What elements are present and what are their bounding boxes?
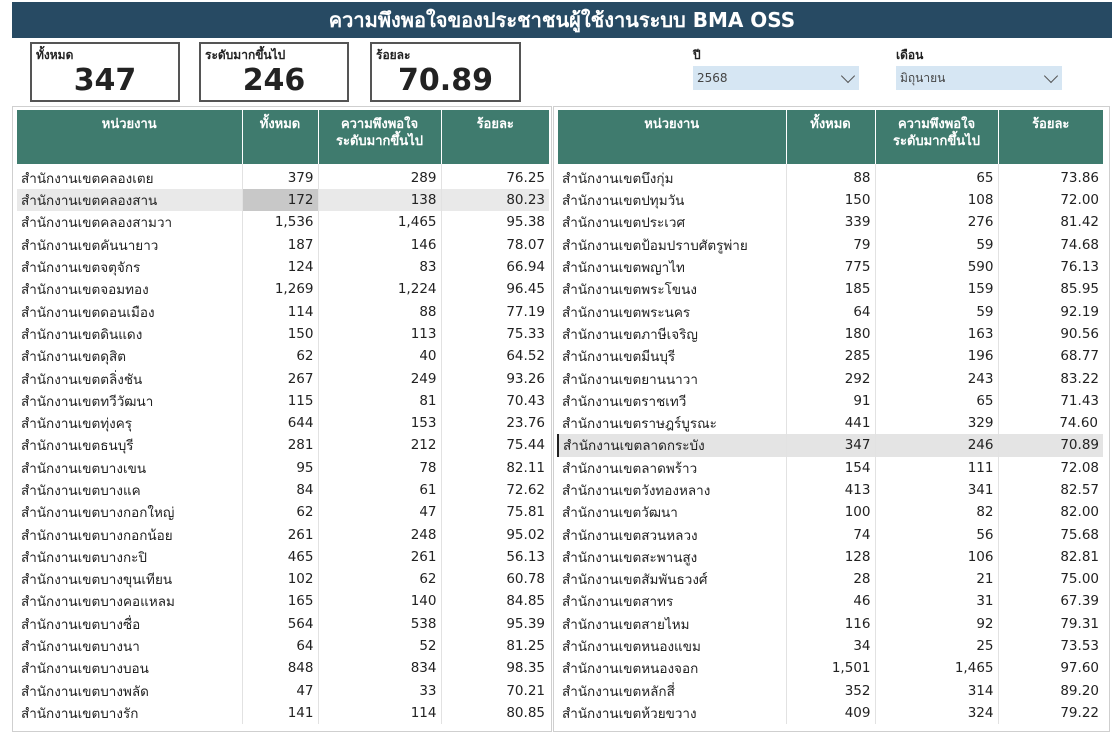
percent-cell[interactable]: 92.19 (1060, 303, 1099, 320)
percent-cell[interactable]: 82.57 (1060, 482, 1099, 498)
table-row[interactable] (558, 234, 1103, 256)
district-name-cell[interactable]: สำนักงานเขตบางกอกใหญ่ (17, 501, 242, 523)
percent-cell[interactable]: 64.52 (506, 348, 545, 365)
total-cell[interactable]: 775 (786, 256, 875, 278)
percent-cell[interactable]: 70.21 (506, 682, 545, 699)
district-name-cell[interactable]: สำนักงานเขตหลักสี่ (558, 680, 786, 702)
satisfied-cell[interactable]: 1,465 (318, 211, 441, 233)
percent-cell[interactable]: 67.39 (1060, 593, 1099, 610)
total-cell[interactable]: 413 (786, 479, 875, 501)
district-name-cell[interactable]: สำนักงานเขตบางรัก (17, 702, 242, 724)
percent-cell[interactable]: 73.86 (1060, 170, 1099, 186)
month-filter (896, 46, 1062, 90)
percent-cell[interactable]: 80.85 (506, 704, 545, 721)
month-dropdown-value: มิถุนายน (900, 70, 946, 85)
district-table-right (553, 106, 1110, 732)
percent-cell[interactable]: 71.43 (1060, 392, 1099, 409)
year-dropdown[interactable] (693, 66, 859, 90)
table-row[interactable] (17, 412, 549, 434)
chevron-down-icon[interactable] (1044, 68, 1058, 82)
total-cell[interactable]: 128 (786, 546, 875, 568)
month-dropdown[interactable] (896, 66, 1062, 90)
satisfied-cell[interactable]: 52 (318, 635, 441, 657)
satisfied-cell[interactable]: 212 (318, 434, 441, 456)
table-row[interactable] (17, 523, 549, 545)
table-row[interactable] (17, 278, 549, 300)
table-row[interactable] (558, 189, 1103, 211)
table-row[interactable] (558, 278, 1103, 300)
table-row[interactable] (558, 345, 1103, 367)
table-row[interactable] (558, 323, 1103, 345)
total-cell[interactable]: 141 (242, 702, 318, 724)
table-row[interactable] (558, 546, 1103, 568)
table-row[interactable] (17, 434, 549, 456)
table-row[interactable] (558, 457, 1103, 479)
satisfied-cell[interactable]: 65 (875, 164, 998, 189)
table-row[interactable] (17, 590, 549, 612)
percent-cell[interactable]: 79.22 (1060, 704, 1099, 721)
percent-cell[interactable]: 79.31 (1060, 615, 1099, 632)
satisfied-cell[interactable]: 153 (318, 412, 441, 434)
percent-cell[interactable]: 95.39 (506, 615, 545, 632)
district-table-left (12, 106, 552, 732)
table-row[interactable] (558, 702, 1103, 724)
table-row[interactable] (17, 702, 549, 724)
table-row[interactable] (558, 412, 1103, 434)
percent-cell[interactable]: 84.85 (506, 593, 545, 610)
total-cell[interactable]: 91 (786, 390, 875, 412)
satisfied-cell[interactable]: 21 (875, 568, 998, 590)
satisfied-cell[interactable]: 113 (318, 323, 441, 345)
kpi-value: 70.89 (398, 63, 493, 98)
district-name-cell[interactable]: สำนักงานเขตบึงกุ่ม (558, 164, 786, 189)
district-name-cell[interactable]: สำนักงานเขตบางกะปิ (17, 546, 242, 568)
column-header-unit[interactable]: หน่วยงาน (558, 110, 786, 164)
percent-cell[interactable]: 90.56 (1060, 325, 1099, 342)
total-cell[interactable]: 115 (242, 390, 318, 412)
total-cell[interactable]: 441 (786, 412, 875, 434)
percent-cell[interactable]: 75.81 (506, 504, 545, 521)
column-header-unit[interactable]: หน่วยงาน (17, 110, 242, 164)
table-row[interactable] (17, 568, 549, 590)
table-row[interactable] (17, 300, 549, 322)
district-name-cell[interactable]: สำนักงานเขตภาษีเจริญ (558, 323, 786, 345)
kpi-card-high-satisfaction (199, 42, 349, 102)
satisfied-cell[interactable]: 1,465 (875, 657, 998, 679)
total-cell[interactable]: 74 (786, 523, 875, 545)
percent-cell[interactable]: 70.43 (506, 392, 545, 409)
percent-cell[interactable]: 76.25 (506, 170, 545, 186)
district-name-cell[interactable]: สำนักงานเขตสาทร (558, 590, 786, 612)
total-cell[interactable]: 150 (786, 189, 875, 211)
table-row[interactable] (17, 189, 549, 211)
district-name-cell[interactable]: สำนักงานเขตจอมทอง (17, 278, 242, 300)
satisfied-cell[interactable]: 62 (318, 568, 441, 590)
percent-cell[interactable]: 72.08 (1060, 459, 1099, 476)
kpi-label: ทั้งหมด (36, 48, 74, 62)
total-cell[interactable]: 116 (786, 613, 875, 635)
total-cell[interactable]: 1,536 (242, 211, 318, 233)
district-name-cell[interactable]: สำนักงานเขตบางบอน (17, 657, 242, 679)
total-cell[interactable]: 172 (242, 189, 318, 211)
table-row[interactable] (17, 501, 549, 523)
column-header-satisfied[interactable]: ความพึงพอใจ ระดับมากขึ้นไป (318, 110, 441, 164)
district-name-cell[interactable]: สำนักงานเขตพญาไท (558, 256, 786, 278)
district-name-cell[interactable]: สำนักงานเขตดอนเมือง (17, 300, 242, 322)
table-row[interactable] (558, 434, 1103, 456)
column-header-total[interactable]: ทั้งหมด (786, 110, 875, 164)
satisfied-cell[interactable]: 329 (875, 412, 998, 434)
table-row[interactable] (17, 164, 549, 189)
district-name-cell[interactable]: สำนักงานเขตทุ่งครุ (17, 412, 242, 434)
satisfied-cell[interactable]: 276 (875, 211, 998, 233)
total-cell[interactable]: 281 (242, 434, 318, 456)
district-name-cell[interactable]: สำนักงานเขตบางขุนเทียน (17, 568, 242, 590)
percent-cell[interactable]: 72.00 (1060, 192, 1099, 209)
total-cell[interactable]: 261 (242, 523, 318, 545)
percent-cell[interactable]: 72.62 (506, 482, 545, 498)
satisfied-cell[interactable]: 81 (318, 390, 441, 412)
satisfied-cell[interactable]: 83 (318, 256, 441, 278)
percent-cell[interactable]: 93.26 (506, 370, 545, 387)
satisfied-cell[interactable]: 88 (318, 300, 441, 322)
kpi-value: 246 (242, 63, 306, 98)
district-name-cell[interactable]: สำนักงานเขตบางแค (17, 479, 242, 501)
total-cell[interactable]: 339 (786, 211, 875, 233)
table-row[interactable] (558, 300, 1103, 322)
satisfied-cell[interactable]: 61 (318, 479, 441, 501)
district-name-cell[interactable]: สำนักงานเขตหนองแขม (558, 635, 786, 657)
district-name-cell[interactable]: สำนักงานเขตบางคอแหลม (17, 590, 242, 612)
table-row[interactable] (17, 367, 549, 389)
table-row[interactable] (558, 256, 1103, 278)
district-name-cell[interactable]: สำนักงานเขตลาดกระบัง (558, 434, 786, 456)
satisfied-cell[interactable]: 138 (318, 189, 441, 211)
table-row[interactable] (17, 613, 549, 635)
total-cell[interactable]: 95 (242, 457, 318, 479)
satisfied-cell[interactable]: 249 (318, 367, 441, 389)
total-cell[interactable]: 848 (242, 657, 318, 679)
total-cell[interactable]: 644 (242, 412, 318, 434)
year-filter-label: ปี (693, 48, 701, 62)
satisfied-cell[interactable]: 31 (875, 590, 998, 612)
district-name-cell[interactable]: สำนักงานเขตสวนหลวง (558, 523, 786, 545)
table-row[interactable] (17, 323, 549, 345)
district-name-cell[interactable]: สำนักงานเขตมีนบุรี (558, 345, 786, 367)
total-cell[interactable]: 465 (242, 546, 318, 568)
satisfied-cell[interactable]: 834 (318, 657, 441, 679)
percent-cell[interactable]: 82.11 (506, 459, 545, 476)
table-row[interactable] (558, 390, 1103, 412)
district-name-cell[interactable]: สำนักงานเขตลาดพร้าว (558, 457, 786, 479)
total-cell[interactable]: 47 (242, 680, 318, 702)
satisfied-cell[interactable]: 40 (318, 345, 441, 367)
district-name-cell[interactable]: สำนักงานเขตวัฒนา (558, 501, 786, 523)
table-header-row (558, 110, 1103, 164)
district-name-cell[interactable]: สำนักงานเขตสัมพันธวงศ์ (558, 568, 786, 590)
total-cell[interactable]: 114 (242, 300, 318, 322)
district-name-cell[interactable]: สำนักงานเขตบางนา (17, 635, 242, 657)
table-row[interactable] (558, 479, 1103, 501)
total-cell[interactable]: 46 (786, 590, 875, 612)
table-row[interactable] (17, 345, 549, 367)
chevron-down-icon[interactable] (841, 68, 855, 82)
district-name-cell[interactable]: สำนักงานเขตดุสิต (17, 345, 242, 367)
percent-cell[interactable]: 74.60 (1059, 415, 1098, 432)
total-cell[interactable]: 292 (786, 367, 875, 389)
total-cell[interactable]: 62 (242, 501, 318, 523)
table-row[interactable] (558, 657, 1103, 679)
district-name-cell[interactable]: สำนักงานเขตพระนคร (558, 300, 786, 322)
district-name-cell[interactable]: สำนักงานเขตบางกอกน้อย (17, 523, 242, 545)
percent-cell[interactable]: 75.68 (1060, 526, 1099, 543)
total-cell[interactable]: 62 (242, 345, 318, 367)
year-filter (693, 46, 859, 90)
district-name-cell[interactable]: สำนักงานเขตวังทองหลาง (558, 479, 786, 501)
satisfied-cell[interactable]: 59 (875, 234, 998, 256)
satisfied-cell[interactable]: 163 (875, 323, 998, 345)
total-cell[interactable]: 124 (242, 256, 318, 278)
percent-cell[interactable]: 82.00 (1060, 504, 1099, 521)
district-name-cell[interactable]: สำนักงานเขตประเวศ (558, 211, 786, 233)
table-row[interactable] (17, 635, 549, 657)
percent-cell[interactable]: 83.22 (1060, 370, 1099, 387)
district-name-cell[interactable]: สำนักงานเขตบางเขน (17, 457, 242, 479)
column-header-percent[interactable]: ร้อยละ (998, 110, 1103, 164)
percent-cell[interactable]: 75.44 (506, 437, 545, 454)
column-header-total[interactable]: ทั้งหมด (242, 110, 318, 164)
percent-cell[interactable]: 97.60 (1060, 660, 1099, 677)
district-name-cell[interactable]: สำนักงานเขตดินแดง (17, 323, 242, 345)
satisfied-cell[interactable]: 341 (875, 479, 998, 501)
total-cell[interactable]: 88 (786, 164, 875, 189)
table-row[interactable] (558, 164, 1103, 189)
total-cell[interactable]: 347 (786, 434, 875, 456)
district-name-cell[interactable]: สำนักงานเขตราษฎร์บูรณะ (558, 412, 786, 434)
kpi-card-total (30, 42, 180, 102)
percent-cell[interactable]: 75.00 (1060, 571, 1099, 588)
percent-cell[interactable]: 75.33 (506, 325, 545, 342)
satisfied-cell[interactable]: 261 (318, 546, 441, 568)
satisfied-cell[interactable]: 92 (875, 613, 998, 635)
percent-cell[interactable]: 80.23 (441, 189, 549, 211)
kpi-label: ร้อยละ (376, 48, 411, 62)
satisfied-cell[interactable]: 146 (318, 234, 441, 256)
district-name-cell[interactable]: สำนักงานเขตพระโขนง (558, 278, 786, 300)
total-cell[interactable]: 185 (786, 278, 875, 300)
total-cell[interactable]: 564 (242, 613, 318, 635)
satisfied-cell[interactable]: 324 (875, 702, 998, 724)
district-name-cell[interactable]: สำนักงานเขตยานนาวา (558, 367, 786, 389)
district-name-cell[interactable]: สำนักงานเขตจตุจักร (17, 256, 242, 278)
satisfied-cell[interactable]: 78 (318, 457, 441, 479)
table-row[interactable] (558, 680, 1103, 702)
percent-cell[interactable]: 73.53 (1060, 638, 1099, 655)
column-header-satisfied[interactable]: ความพึงพอใจ ระดับมากขึ้นไป (875, 110, 998, 164)
district-name-cell[interactable]: สำนักงานเขตตลิ่งชัน (17, 367, 242, 389)
percent-cell[interactable]: 74.68 (1060, 236, 1099, 253)
satisfied-cell[interactable]: 65 (875, 390, 998, 412)
table-row[interactable] (17, 479, 549, 501)
year-dropdown-value: 2568 (697, 71, 728, 85)
total-cell[interactable]: 150 (242, 323, 318, 345)
table-row[interactable] (17, 680, 549, 702)
table-row[interactable] (17, 234, 549, 256)
satisfied-cell[interactable]: 1,224 (318, 278, 441, 300)
district-name-cell[interactable]: สำนักงานเขตทวีวัฒนา (17, 390, 242, 412)
district-name-cell[interactable]: สำนักงานเขตราชเทวี (558, 390, 786, 412)
table-row[interactable] (558, 613, 1103, 635)
district-name-cell[interactable]: สำนักงานเขตบางซื่อ (17, 613, 242, 635)
table-header-row (17, 110, 549, 164)
table-row[interactable] (17, 546, 549, 568)
percent-cell[interactable]: 95.02 (506, 526, 545, 543)
total-cell[interactable]: 352 (786, 680, 875, 702)
total-cell[interactable]: 285 (786, 345, 875, 367)
satisfied-cell[interactable]: 59 (875, 300, 998, 322)
satisfied-cell[interactable]: 248 (318, 523, 441, 545)
percent-cell[interactable]: 81.25 (506, 638, 545, 655)
district-name-cell[interactable]: สำนักงานเขตธนบุรี (17, 434, 242, 456)
district-name-cell[interactable]: สำนักงานเขตคันนายาว (17, 234, 242, 256)
total-cell[interactable]: 180 (786, 323, 875, 345)
percent-cell[interactable]: 60.78 (506, 571, 545, 588)
percent-cell[interactable]: 81.42 (1060, 214, 1099, 231)
table-row[interactable] (558, 367, 1103, 389)
total-cell[interactable]: 34 (786, 635, 875, 657)
table-row[interactable] (17, 211, 549, 233)
total-cell[interactable]: 187 (242, 234, 318, 256)
satisfied-cell[interactable]: 590 (875, 256, 998, 278)
kpi-value: 347 (73, 63, 137, 98)
kpi-card-percent (370, 42, 521, 102)
district-name-cell[interactable]: สำนักงานเขตป้อมปราบศัตรูพ่าย (558, 234, 786, 256)
table-row[interactable] (558, 211, 1103, 233)
month-filter-label: เดือน (896, 48, 924, 62)
table-row[interactable] (17, 256, 549, 278)
table-row[interactable] (17, 457, 549, 479)
total-cell[interactable]: 154 (786, 457, 875, 479)
total-cell[interactable]: 64 (786, 300, 875, 322)
satisfied-cell[interactable]: 106 (875, 546, 998, 568)
percent-cell[interactable]: 85.95 (1060, 281, 1099, 298)
satisfied-cell[interactable]: 159 (875, 278, 998, 300)
percent-cell[interactable]: 56.13 (506, 548, 545, 565)
satisfied-cell[interactable]: 33 (318, 680, 441, 702)
total-cell[interactable]: 409 (786, 702, 875, 724)
percent-cell[interactable]: 68.77 (1060, 348, 1099, 365)
district-name-cell[interactable]: สำนักงานเขตคลองเตย (17, 164, 242, 189)
satisfied-cell[interactable]: 108 (875, 189, 998, 211)
satisfied-cell[interactable]: 56 (875, 523, 998, 545)
satisfied-cell[interactable]: 196 (875, 345, 998, 367)
satisfied-cell[interactable]: 111 (875, 457, 998, 479)
percent-cell[interactable]: 89.20 (1060, 682, 1099, 699)
satisfied-cell[interactable]: 82 (875, 501, 998, 523)
satisfied-cell[interactable]: 114 (318, 702, 441, 724)
table-row[interactable] (558, 635, 1103, 657)
satisfied-cell[interactable]: 289 (318, 164, 441, 189)
district-name-cell[interactable]: สำนักงานเขตคลองสาน (17, 189, 242, 211)
percent-cell[interactable]: 66.94 (506, 259, 545, 276)
table-row[interactable] (558, 590, 1103, 612)
district-name-cell[interactable]: สำนักงานเขตหนองจอก (558, 657, 786, 679)
total-cell[interactable]: 28 (786, 568, 875, 590)
total-cell[interactable]: 102 (242, 568, 318, 590)
satisfied-cell[interactable]: 246 (875, 434, 998, 456)
satisfied-cell[interactable]: 140 (318, 590, 441, 612)
district-name-cell[interactable]: สำนักงานเขตคลองสามวา (17, 211, 242, 233)
total-cell[interactable]: 1,269 (242, 278, 318, 300)
table-row[interactable] (17, 657, 549, 679)
district-name-cell[interactable]: สำนักงานเขตปทุมวัน (558, 189, 786, 211)
percent-cell[interactable]: 82.81 (1060, 548, 1099, 565)
satisfied-cell[interactable]: 47 (318, 501, 441, 523)
page-title: ความพึงพอใจของประชาชนผู้ใช้งานระบบ BMA OSS (12, 2, 1112, 38)
percent-cell[interactable]: 95.38 (506, 214, 545, 231)
percent-cell[interactable]: 76.13 (1060, 259, 1099, 276)
total-cell[interactable]: 100 (786, 501, 875, 523)
satisfied-cell[interactable]: 25 (875, 635, 998, 657)
percent-cell[interactable]: 70.89 (998, 434, 1103, 456)
satisfied-cell[interactable]: 538 (318, 613, 441, 635)
total-cell[interactable]: 165 (242, 590, 318, 612)
percent-cell[interactable]: 96.45 (506, 281, 545, 298)
percent-cell[interactable]: 78.07 (506, 236, 545, 253)
total-cell[interactable]: 267 (242, 367, 318, 389)
percent-cell[interactable]: 23.76 (506, 415, 545, 432)
satisfied-cell[interactable]: 314 (875, 680, 998, 702)
satisfied-cell[interactable]: 243 (875, 367, 998, 389)
table-row[interactable] (558, 501, 1103, 523)
district-name-cell[interactable]: สำนักงานเขตห้วยขวาง (558, 702, 786, 724)
percent-cell[interactable]: 98.35 (506, 660, 545, 677)
kpi-label: ระดับมากขึ้นไป (205, 48, 286, 62)
total-cell[interactable]: 79 (786, 234, 875, 256)
table-row[interactable] (558, 523, 1103, 545)
total-cell[interactable]: 64 (242, 635, 318, 657)
district-name-cell[interactable]: สำนักงานเขตสายไหม (558, 613, 786, 635)
column-header-percent[interactable]: ร้อยละ (441, 110, 549, 164)
district-name-cell[interactable]: สำนักงานเขตบางพลัด (17, 680, 242, 702)
total-cell[interactable]: 1,501 (786, 657, 875, 679)
table-row[interactable] (17, 390, 549, 412)
district-name-cell[interactable]: สำนักงานเขตสะพานสูง (558, 546, 786, 568)
table-row[interactable] (558, 568, 1103, 590)
percent-cell[interactable]: 77.19 (506, 303, 545, 320)
total-cell[interactable]: 84 (242, 479, 318, 501)
total-cell[interactable]: 379 (242, 164, 318, 189)
